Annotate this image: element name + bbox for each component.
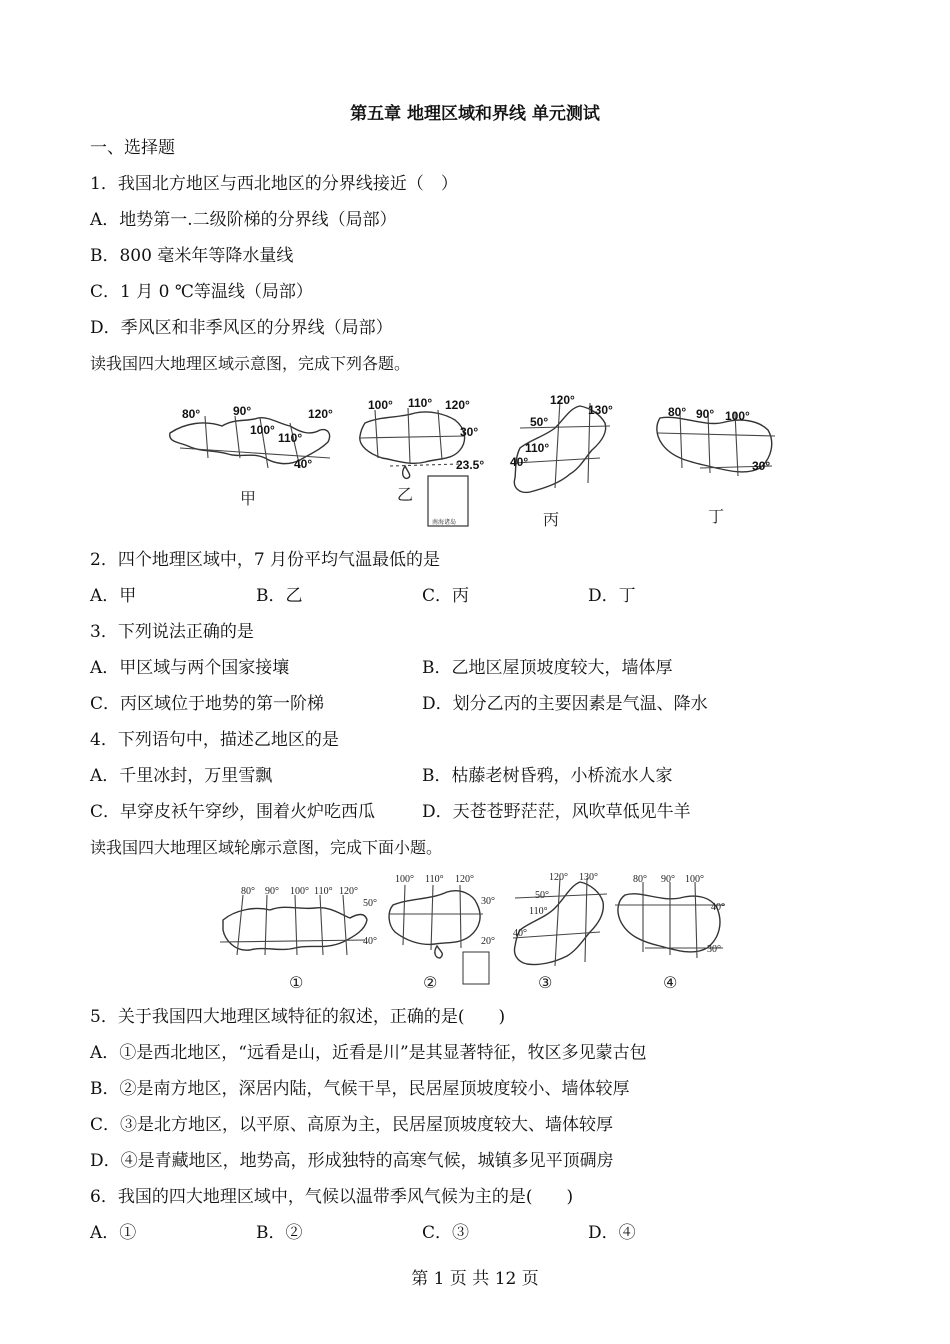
m2-label-2: 110° xyxy=(425,874,444,885)
q2-stem: 2．四个地理区域中，7 月份平均气温最低的是 xyxy=(90,550,441,570)
page-title: 第五章 地理区域和界线 单元测试 xyxy=(350,104,600,124)
m3-label-4: 110° xyxy=(529,906,548,917)
q6-option-b: B．② xyxy=(256,1223,303,1243)
map-4 xyxy=(615,874,725,992)
m3-label-5: 40° xyxy=(513,928,527,939)
m3-label-2: 130° xyxy=(579,872,598,883)
map-jia xyxy=(170,404,333,508)
q5-option-d: D．④是青藏地区，地势高，形成独特的高寒气候，城镇多见平顶碉房 xyxy=(90,1151,614,1171)
m4-label-3: 100° xyxy=(685,874,704,885)
yi-inset-label: 南海诸岛 xyxy=(432,520,457,526)
bing-label-5: 40° xyxy=(510,455,529,469)
bing-label-2: 130° xyxy=(588,403,613,417)
q2-option-b: B．乙 xyxy=(256,586,303,606)
q5-stem: 5．关于我国四大地理区域特征的叙述，正确的是( ) xyxy=(90,1007,506,1027)
q1-option-d: D．季风区和非季风区的分界线（局部） xyxy=(90,318,393,338)
jia-caption: 甲 xyxy=(240,489,257,508)
q3-option-a: A．甲区域与两个国家接壤 xyxy=(90,658,290,678)
bing-label-1: 120° xyxy=(550,393,575,407)
q3-option-b: B．乙地区屋顶坡度较大，墙体厚 xyxy=(422,658,673,678)
ding-caption: 丁 xyxy=(708,507,725,526)
m1-label-4: 110° xyxy=(314,886,333,897)
ding-label-2: 90° xyxy=(696,407,715,421)
m3-label-1: 120° xyxy=(549,872,568,883)
yi-label-1: 100° xyxy=(368,398,393,412)
q6-option-d: D．④ xyxy=(588,1223,636,1243)
m2-caption: ② xyxy=(423,973,438,992)
q2-option-a: A．甲 xyxy=(90,586,137,606)
section-heading: 一、选择题 xyxy=(90,138,175,158)
q4-stem: 4．下列语句中，描述乙地区的是 xyxy=(90,730,339,750)
m2-label-4: 30° xyxy=(481,896,495,907)
q2-option-d: D．丁 xyxy=(588,586,636,606)
map-bing xyxy=(510,393,613,529)
q6-stem: 6．我国的四大地理区域中，气候以温带季风气候为主的是( ) xyxy=(90,1187,574,1207)
q5-option-b: B．②是南方地区，深居内陆，气候干旱，民居屋顶坡度较小、墙体较厚 xyxy=(90,1079,630,1099)
m4-caption: ④ xyxy=(663,973,678,992)
q4-option-b: B．枯藤老树昏鸦，小桥流水人家 xyxy=(422,766,673,786)
m4-label-1: 80° xyxy=(633,874,647,885)
jia-label-5: 120° xyxy=(308,407,333,421)
q4-option-a: A．千里冰封，万里雪飘 xyxy=(90,766,273,786)
reading-intro-1: 读我国四大地理区域示意图，完成下列各题。 xyxy=(90,354,411,373)
ding-label-1: 80° xyxy=(668,405,687,419)
jia-label-6: 40° xyxy=(294,457,313,471)
m2-label-5: 20° xyxy=(481,936,495,947)
q3-option-c: C．丙区域位于地势的第一阶梯 xyxy=(90,694,325,714)
map-1 xyxy=(220,886,377,992)
m4-label-4: 40° xyxy=(711,902,725,913)
m1-label-1: 80° xyxy=(241,886,255,897)
bing-label-4: 110° xyxy=(525,441,550,455)
map-3 xyxy=(513,872,607,992)
yi-label-3: 120° xyxy=(445,398,470,412)
jia-label-3: 100° xyxy=(250,423,275,437)
region-map-figure-2 xyxy=(215,870,735,995)
m1-caption: ① xyxy=(289,973,304,992)
q1-option-b: B．800 毫米年等降水量线 xyxy=(90,246,294,266)
m4-label-2: 90° xyxy=(661,874,675,885)
bing-label-3: 50° xyxy=(530,415,549,429)
m3-label-3: 50° xyxy=(535,890,549,901)
bing-caption: 丙 xyxy=(543,510,560,529)
m4-label-5: 30° xyxy=(707,944,721,955)
m1-label-5: 120° xyxy=(339,886,358,897)
q5-option-c: C．③是北方地区，以平原、高原为主，民居屋顶坡度较大、墙体较厚 xyxy=(90,1115,614,1135)
q3-option-d: D．划分乙丙的主要因素是气温、降水 xyxy=(422,694,708,714)
page-footer: 第 1 页 共 12 页 xyxy=(411,1269,539,1289)
m1-label-2: 90° xyxy=(265,886,279,897)
yi-label-5: 23.5° xyxy=(456,458,485,472)
q5-option-a: A．①是西北地区，“远看是山，近看是川”是其显著特征，牧区多见蒙古包 xyxy=(90,1043,647,1063)
m2-label-3: 120° xyxy=(455,874,474,885)
ding-label-3: 100° xyxy=(725,409,750,423)
q4-option-d: D．天苍苍野茫茫，风吹草低见牛羊 xyxy=(422,802,691,822)
m2-label-1: 100° xyxy=(395,874,414,885)
q2-option-c: C．丙 xyxy=(422,586,470,606)
jia-label-4: 110° xyxy=(278,431,303,445)
yi-caption: 乙 xyxy=(397,485,414,504)
q1-option-c: C．1 月 0 ℃等温线（局部） xyxy=(90,282,313,302)
q4-option-c: C．早穿皮袄午穿纱，围着火炉吃西瓜 xyxy=(90,802,376,822)
m3-caption: ③ xyxy=(538,973,553,992)
ding-label-4: 30° xyxy=(752,459,771,473)
reading-intro-2: 读我国四大地理区域轮廓示意图，完成下面小题。 xyxy=(90,838,443,857)
map-2 xyxy=(389,874,495,992)
q1-stem: 1．我国北方地区与西北地区的分界线接近（ ） xyxy=(90,174,458,194)
map-ding xyxy=(657,405,775,526)
jia-label-1: 80° xyxy=(182,407,201,421)
yi-label-4: 30° xyxy=(460,425,479,439)
map-yi xyxy=(360,396,485,526)
region-map-figure-1 xyxy=(160,388,800,533)
m1-label-6: 50° xyxy=(363,898,377,909)
yi-label-2: 110° xyxy=(408,396,433,410)
q6-option-a: A．① xyxy=(90,1223,137,1243)
m1-label-7: 40° xyxy=(363,936,377,947)
q1-option-a: A．地势第一.二级阶梯的分界线（局部） xyxy=(90,210,397,230)
q6-option-c: C．③ xyxy=(422,1223,470,1243)
q3-stem: 3．下列说法正确的是 xyxy=(90,622,254,642)
m1-label-3: 100° xyxy=(290,886,309,897)
jia-label-2: 90° xyxy=(233,404,252,418)
